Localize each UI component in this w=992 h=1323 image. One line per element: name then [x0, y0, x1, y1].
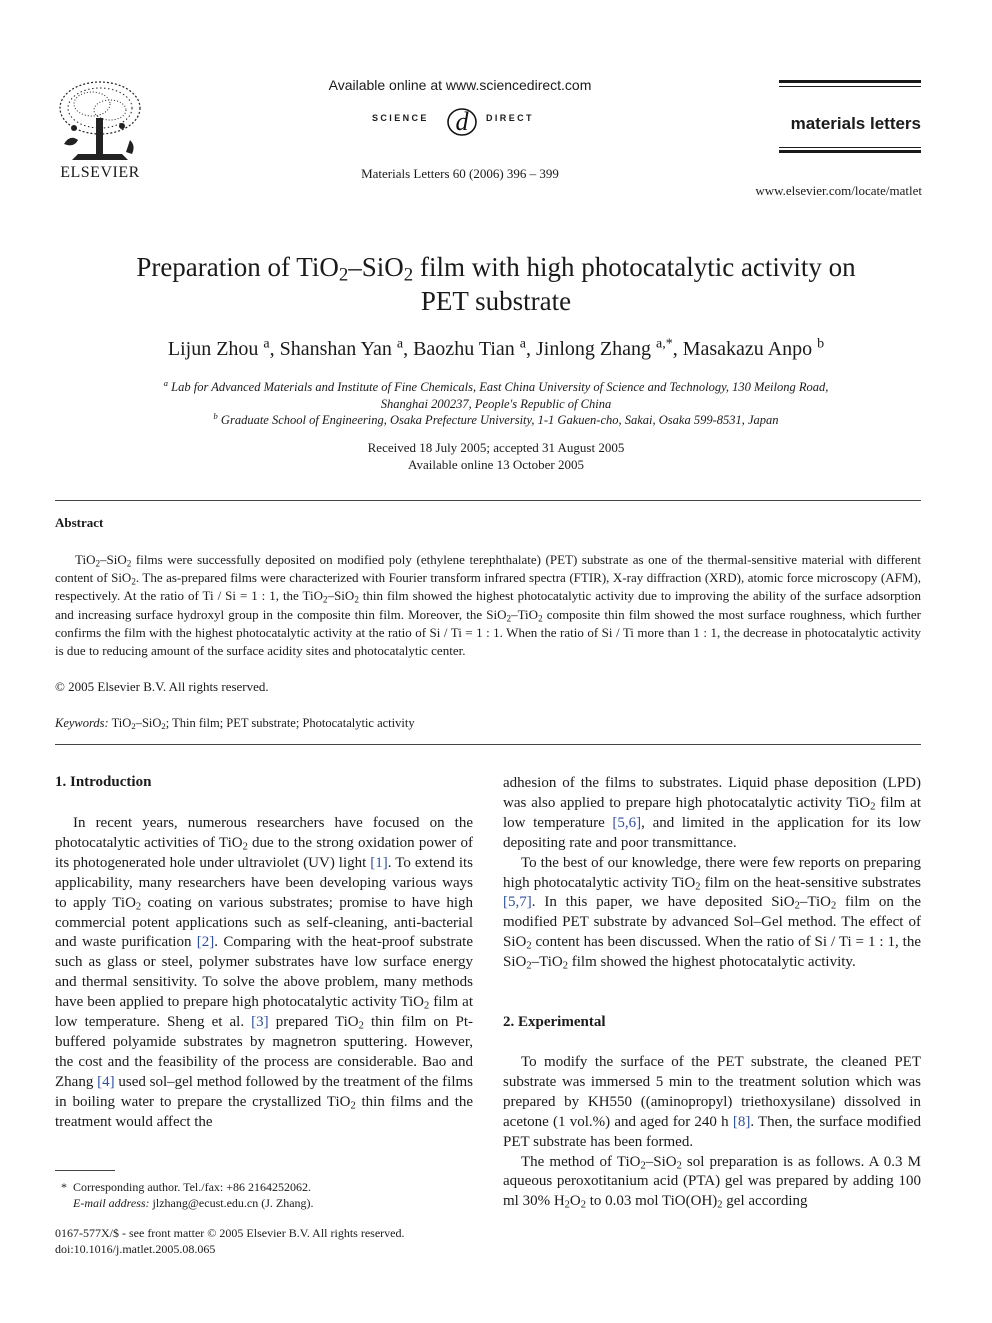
publisher-name: ELSEVIER: [60, 164, 140, 181]
abstract-text: TiO$_2$–SiO$_2$ films were successfully deposited on modified poly (ethylene terephthalate) (PET) substrate as one of the thermal-sensitive material with different content of SiO$_2$. The as-prepared films were characterized with Fourier transform infrared spectra (FTIR), X-ray diffraction (XRD), atomic force microscopy (AFM), respectively. At the ratio of Ti / Si = 1 : 1, the TiO$_2$–SiO$_2$ thin film showed the highest photocatalytic activity due to improving the ability of the surface adsorption and increasing surface hydroxyl group in the composite thin film. Moreover, the SiO$_2$–TiO$_2$ composite thin film showed the most surface roughness, which further confirms the film with the highest photocatalytic activity at the ratio of Si / Ti = 1 : 1. When the ratio of Si / Ti more than 1 : 1, the decrease in photocatalytic activity is due to reducing amount of the surface acidity sites and photocatalytic center.: [55, 552, 922, 659]
abstract-heading: Abstract: [55, 515, 104, 530]
availability-line: Available online at www.sciencedirect.com: [328, 77, 592, 93]
sciencedirect-d-icon: [444, 102, 480, 138]
journal-rule-top-thin: [779, 86, 921, 87]
keywords-line: Keywords: TiO$_2$–SiO$_2$; Thin film; PET substrate; Photocatalytic activity: [55, 716, 415, 732]
elsevier-tree-icon: [52, 78, 148, 162]
doi-link[interactable]: doi:10.1016/j.matlet.2005.08.065: [55, 1242, 216, 1256]
citation-link[interactable]: [1]: [370, 854, 388, 871]
author: Masakazu Anpo: [682, 338, 813, 360]
email-address[interactable]: jlzhang@ecust.edu.cn (J. Zhang).: [149, 1196, 314, 1210]
section-heading: 1. Introduction: [55, 774, 152, 790]
author: Baozhu Tian: [413, 338, 515, 360]
author: Shanshan Yan: [279, 338, 392, 360]
divider: [55, 500, 921, 501]
journal-name: materials letters: [790, 114, 921, 133]
paragraph: The method of TiO$_2$–SiO$_2$ sol preparation is as follows. A 0.3 M aqueous peroxotitanium acid (PTA) gel was prepared by adding 100 ml 30% $H_2O_2$ to 0.03 mol $TiO(OH)_2$ gel according: [503, 1153, 921, 1211]
body-column-right-lower: [503, 1053, 921, 1212]
journal-rule-bottom: [779, 150, 921, 153]
affiliation-a: $^a$ Lab for Advanced Materials and Institute of Fine Chemicals, East China University of Science and Technology, 130 Meilong Road, Shanghai 200237, People's Republic of China: [163, 378, 829, 411]
paragraph: In recent years, numerous researchers have focused on the photocatalytic activities of TiO$_2$ due to the strong oxidation power of its photogenerated hole under ultraviolet (UV) light [1]. To extend its applicability, many researchers have been developing various ways to apply TiO$_2$ coating on various substrates; promise to have high commercial potent applications such as self-cleaning, anti-bacterial and waste purification [2]. Comparing with the heat-proof substrate such as glass or steel, polymer substrates have low surface energy and thermal sensitivity. To solve the above problem, many methods have been applied to prepare high photocatalytic activity TiO$_2$ film at low temperature. Sheng et al. [3] prepared TiO$_2$ thin film on Pt-buffered polyamide substrates by magnetron sputtering. However, the cost and the feasibility of the process are considerable. Bao and Zhang [4] used sol–gel method followed by the treatment of the films in boiling water to prepare the crystallized TiO$_2$ thin films and the treatment would affect the: [55, 815, 474, 1130]
author-list: Lijun Zhou $^a$, Shanshan Yan $^a$, Baozhu Tian $^a$, Jinlong Zhang $^{a,*}$, Masakazu Anpo $^b$: [167, 336, 825, 360]
citation-link[interactable]: [4]: [97, 1073, 115, 1090]
author: Lijun Zhou: [167, 338, 259, 360]
svg-text:d: d: [455, 107, 469, 136]
author: Jinlong Zhang: [536, 338, 651, 360]
affiliation-b: $^b$ Graduate School of Engineering, Osaka Prefecture University, 1-1 Gakuen-cho, Sakai, Osaka 599-8531, Japan: [213, 411, 779, 427]
article-dates: Received 18 July 2005; accepted 31 August 2005 Available online 13 October 2005: [367, 440, 625, 472]
sciencedirect-left-word: SCIENCE: [372, 113, 429, 123]
copyright-line: © 2005 Elsevier B.V. All rights reserved.: [55, 679, 269, 694]
corresponding-author-footnote: * Corresponding author. Tel./fax: +86 2164252062. E-mail address: jlzhang@ecust.edu.cn (J. Zhang).: [61, 1180, 314, 1210]
sciencedirect-right-word: DIRECT: [486, 113, 534, 123]
section-heading: 2. Experimental: [503, 1014, 606, 1030]
journal-rule-top: [779, 80, 921, 83]
body-column-right: [503, 774, 921, 973]
sciencedirect-logo: [340, 100, 580, 140]
paragraph: To the best of our knowledge, there were few reports on preparing high photocatalytic activity TiO$_2$ film on the heat-sensitive substrates [5,7]. In this paper, we have deposited SiO$_2$–TiO$_2$ film on the modified PET substrate by advanced Sol–Gel method. The effect of SiO$_2$ content has been discussed. When the ratio of Si / Ti = 1 : 1, the SiO$_2$–TiO$_2$ film showed the highest photocatalytic activity.: [503, 854, 922, 972]
issn-doi: 0167-577X/$ - see front matter © 2005 Elsevier B.V. All rights reserved. doi:10.1016/j.matlet.2005.08.065: [55, 1226, 405, 1256]
paper-title: Preparation of TiO$_2$–SiO$_2$ film with high photocatalytic activity on PET substrate: [136, 252, 856, 316]
citation-link[interactable]: [5,7]: [503, 894, 532, 911]
citation-link[interactable]: [8]: [732, 1113, 751, 1130]
footnote-rule: [55, 1170, 115, 1171]
citation-link[interactable]: [5,6]: [612, 814, 642, 831]
citation-link[interactable]: [3]: [251, 1014, 269, 1031]
divider: [55, 744, 921, 745]
paragraph: To modify the surface of the PET substrate, the cleaned PET substrate was immersed 5 min to the treatment solution which was prepared by KH550 ((aminopropyl) triethoxysilane) dissolved in acetone (1 vol.%) and aged for 240 h [8]. Then, the surface modified PET substrate has been formed.: [503, 1054, 921, 1150]
journal-url: www.elsevier.com/locate/matlet: [755, 183, 922, 198]
citation-link[interactable]: [2]: [196, 934, 215, 951]
journal-rule-bottom-thin: [779, 147, 921, 148]
body-column-left: [55, 814, 473, 1133]
elsevier-logo: [52, 78, 148, 182]
journal-citation: Materials Letters 60 (2006) 396 – 399: [361, 166, 559, 181]
paragraph-continued: adhesion of the films to substrates. Liquid phase deposition (LPD) was also applied to prepare high photocatalytic activity TiO$_2$ film at low temperature [5,6], and limited in the application for its low depositing rate and poor transmittance.: [503, 775, 922, 851]
